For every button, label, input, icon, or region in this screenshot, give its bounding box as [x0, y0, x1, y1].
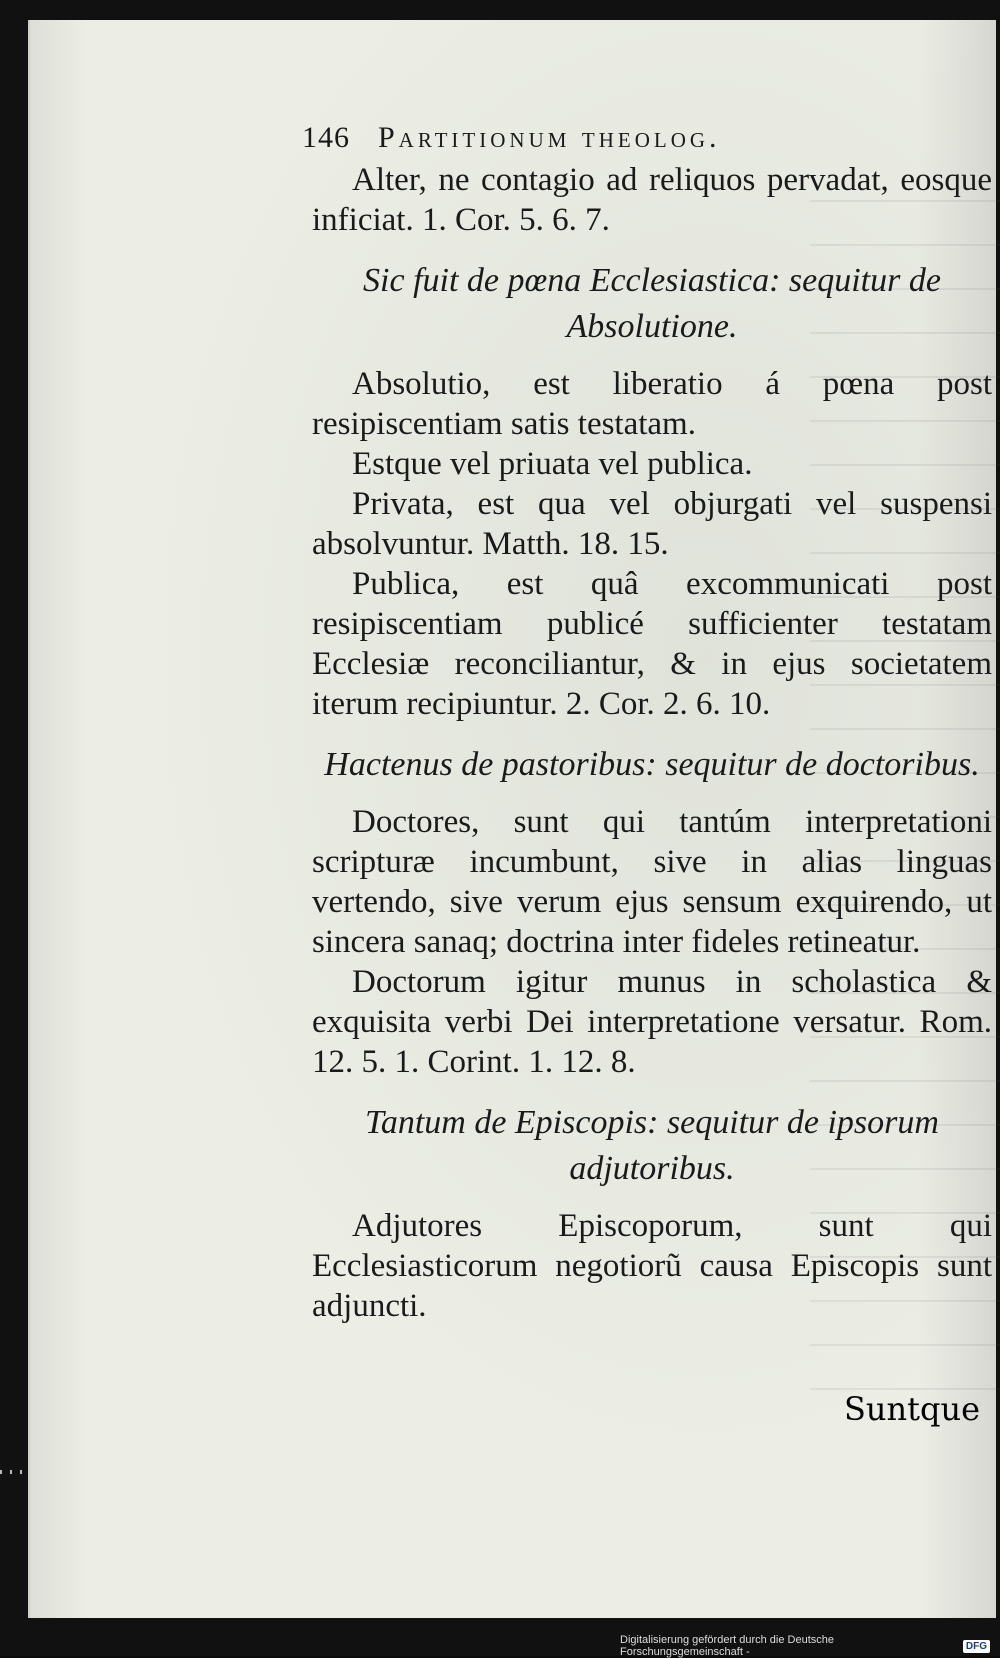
running-title: Partitionum theolog.	[378, 121, 721, 154]
page-number: 146	[302, 121, 350, 154]
catchword: Suntque	[843, 1390, 980, 1428]
paragraph: Publica, est quâ excommunicati post resipiscentiam publicé sufficienter testatam Ecclesiæ reconciliantur, & in ejus societatem iterum recipiuntur. 2. Cor. 2. 6. 10.	[312, 566, 992, 722]
paragraph: Doctorum igitur munus in scholastica & exquisita verbi Dei interpretatione versatur. Rom. 12. 5. 1. Corint. 1. 12. 8.	[312, 964, 992, 1080]
running-head	[302, 118, 992, 158]
text-column	[302, 118, 992, 1326]
section-heading: Tantum de Episcopis: sequitur de ipsorum adjutoribus.	[365, 1104, 939, 1187]
paragraph: Absolutio, est liberatio á pœna post resipiscentiam satis testatam.	[312, 366, 992, 442]
paragraph: Alter, ne contagio ad reliquos pervadat, eosque inficiat. 1. Cor. 5. 6. 7.	[312, 162, 992, 238]
digitization-credit	[620, 1636, 990, 1656]
paragraph: Doctores, sunt qui tantúm interpretationi scripturæ incumbunt, sive in alias linguas vertendo, sive verum ejus sensum exquirendo, ut sincera sanaq; doctrina inter fideles retineatur.	[312, 804, 992, 960]
paragraph: Privata, est qua vel objurgati vel suspensi absolvuntur. Matth. 18. 15.	[312, 486, 992, 562]
paragraph: Adjutores Episcoporum, sunt qui Ecclesiasticorum negotiorũ causa Episcopis sunt adjuncti.	[312, 1208, 992, 1324]
paragraph: Estque vel priuata vel publica.	[352, 446, 753, 482]
dfg-logo: DFG	[963, 1640, 990, 1653]
section-heading: Hactenus de pastoribus: sequitur de doctoribus.	[324, 746, 980, 783]
credit-text: Digitalisierung gefördert durch die Deutsche Forschungsgemeinschaft -	[620, 1634, 835, 1658]
section-heading: Sic fuit de pœna Ecclesiastica: sequitur de Absolutione.	[363, 262, 941, 345]
